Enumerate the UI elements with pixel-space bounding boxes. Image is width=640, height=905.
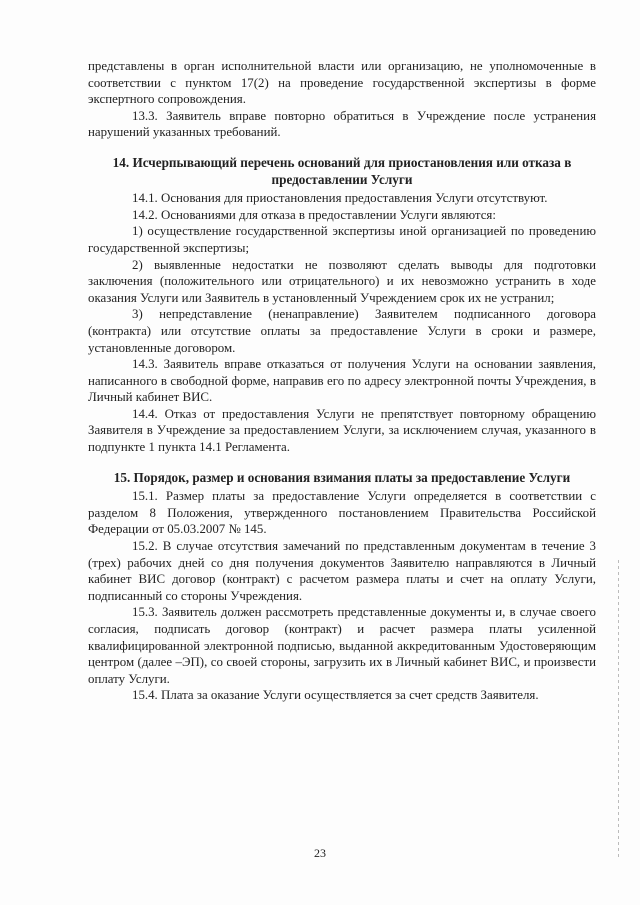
section-15-heading: 15. Порядок, размер и основания взимания платы за предоставление Услуги <box>113 469 571 485</box>
list-item-14-2-1: 1) осуществление государственной экспертизы иной организацией по проведению государственной экспертизы; <box>88 224 596 255</box>
paragraph-14-1: 14.1. Основания для приостановления предоставления Услуги отсутствуют. <box>132 191 548 206</box>
scan-edge-mark <box>618 560 619 860</box>
paragraph-14-4: 14.4. Отказ от предоставления Услуги не препятствует повторному обращению Заявителя в Учреждение за предоставлением Услуги, за исключением случая, указанного в подпункте 1 пункта 14.1 Регламента. <box>88 406 596 455</box>
list-item-14-2-3: 3) непредставление (ненаправление) Заявителем подписанного договора (контракта) или отсутствие оплаты за предоставление Услуги в сроки и размере, установленные договором. <box>88 307 596 355</box>
page-body <box>88 58 596 704</box>
section-14-heading: 14. Исчерпывающий перечень оснований для приостановления или отказа в предоставлении Услуги <box>112 154 572 187</box>
paragraph-15-4: 15.4. Плата за оказание Услуги осуществляется за счет средств Заявителя. <box>132 688 539 703</box>
paragraph-continuation: представлены в орган исполнительной власти или организацию, не уполномоченные в соответствии с пунктом 17(2) на проведение государственной экспертизы в форме экспертного сопровождения. <box>88 59 596 107</box>
paragraph-14-2: 14.2. Основаниями для отказа в предоставлении Услуги являются: <box>132 207 496 222</box>
page-number: 23 <box>314 846 326 860</box>
paragraph-13-3: 13.3. Заявитель вправе повторно обратиться в Учреждение после устранения нарушений указанных требований. <box>88 108 596 140</box>
paragraph-15-3: 15.3. Заявитель должен рассмотреть представленные документы и, в случае своего согласия, подписать договор (контракт) и расчет размера платы усиленной квалифицированной электронной подписью, выданной аккредитованным Удостоверяющим центром (далее –ЭП), со своей стороны, загрузить их в Личный кабинет ВИС, и произвести оплату Услуги. <box>88 605 596 686</box>
list-item-14-2-2: 2) выявленные недостатки не позволяют сделать выводы для подготовки заключения (положительного или отрицательного) и их невозможно устранить в ходе оказания Услуги или Заявитель в установленный Учреждением срок их не устранил; <box>88 257 596 305</box>
paragraph-15-1: 15.1. Размер платы за предоставление Услуги определяется в соответствии с разделом 8 Положения, утвержденного постановлением Правительства Российской Федерации от 05.03.2007 № 145. <box>88 489 596 537</box>
paragraph-14-3: 14.3. Заявитель вправе отказаться от получения Услуги на основании заявления, написанного в свободной форме, направив его по адресу электронной почты Учреждения, в Личный кабинет ВИС. <box>88 357 596 405</box>
paragraph-15-2: 15.2. В случае отсутствия замечаний по представленным документам в течение 3 (трех) рабочих дней со дня получения документов Заявителю направляются в Личный кабинет ВИС договор (контракт) с расчетом размера платы и счет на оплату Услуги, подписанный со стороны Учреждения. <box>88 539 596 603</box>
